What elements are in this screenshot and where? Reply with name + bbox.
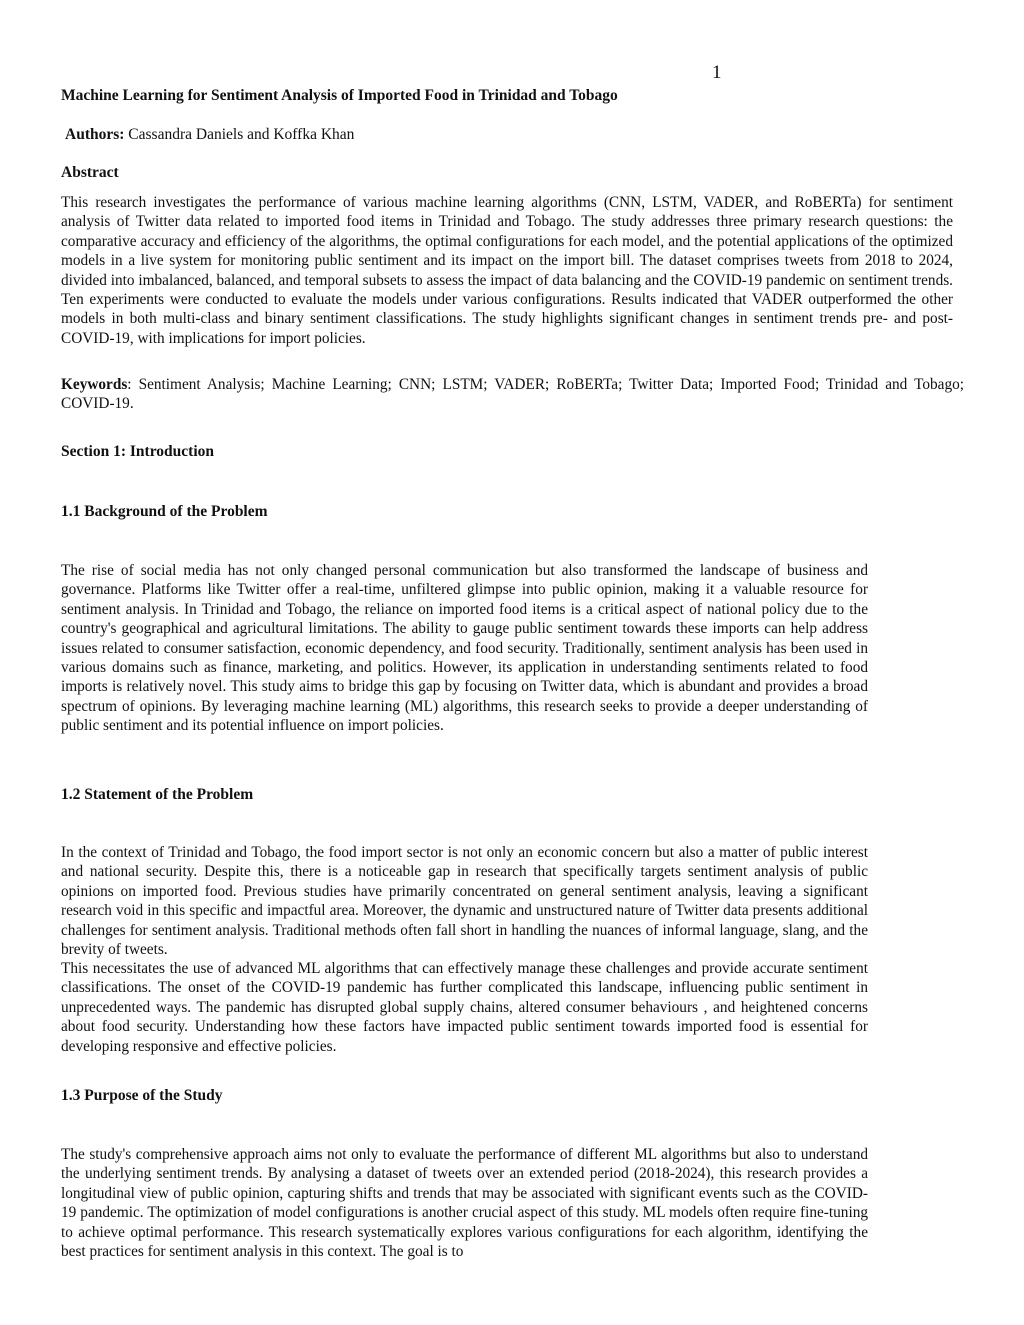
- abstract-heading: Abstract: [61, 164, 119, 181]
- background-paragraph: The rise of social media has not only changed personal communication but also transformed the landscape of business and governance. Platforms like Twitter offer a real-time, unfiltered glimpse into public opinion, making it a valuable resource for sentiment analysis. In Trinidad and Tobago, the reliance on imported food items is a critical aspect of national policy due to the country's geographical and agricultural limitations. The ability to gauge public sentiment towards these imports can help address issues related to consumer satisfaction, economic dependency, and food security. Traditionally, sentiment analysis has been used in various domains such as finance, marketing, and politics. However, its application in understanding sentiments related to food imports is relatively novel. This study aims to bridge this gap by focusing on Twitter data, which is abundant and provides a broad spectrum of opinions. By leveraging machine learning (ML) algorithms, this research seeks to provide a deeper understanding of public sentiment and its potential influence on import policies.: [61, 562, 868, 735]
- section-heading-introduction: Section 1: Introduction: [61, 443, 215, 460]
- statement-paragraph-1: In the context of Trinidad and Tobago, the food import sector is not only an economic concern but also a matter of public interest and national security. Despite this, there is a noticeable gap in research that specifically targets sentiment analysis of public opinions on imported food. Previous studies have primarily concentrated on general sentiment analysis, leaving a significant research void in this specific and impactful area. Moreover, the dynamic and unstructured nature of Twitter data presents additional challenges for sentiment analysis. Traditional methods often fall short in handling the nuances of informal language, slang, and the brevity of tweets.: [61, 844, 868, 959]
- subsection-heading-purpose: 1.3 Purpose of the Study: [61, 1087, 223, 1104]
- paper-title: Machine Learning for Sentiment Analysis of Imported Food in Trinidad and Tobago: [61, 87, 618, 104]
- purpose-paragraph: The study's comprehensive approach aims not only to evaluate the performance of different ML algorithms but also to understand the underlying sentiment trends. By analysing a dataset of tweets over an extended period (2018-2024), this research provides a longitudinal view of public opinion, capturing shifts and trends that may be associated with significant events such as the COVID-19 pandemic. The optimization of model configurations is another crucial aspect of this study. ML models often require fine-tuning to achieve optimal performance. This research systematically explores various configurations for each algorithm, identifying the best practices for sentiment analysis in this context. The goal is to: [61, 1146, 868, 1261]
- page-number: 1: [712, 62, 722, 83]
- authors-line: [65, 126, 354, 144]
- authors-label: Authors:: [65, 126, 125, 143]
- subsection-heading-statement: 1.2 Statement of the Problem: [61, 786, 254, 803]
- statement-paragraph-2: This necessitates the use of advanced ML algorithms that can effectively manage these challenges and provide accurate sentiment classifications. The onset of the COVID-19 pandemic has further complicated this landscape, influencing public sentiment in unprecedented ways. The pandemic has disrupted global supply chains, altered consumer behaviours , and heightened concerns about food security. Understanding how these factors have impacted public sentiment towards imported food is essential for developing responsive and effective policies.: [61, 960, 868, 1055]
- abstract-body: This research investigates the performance of various machine learning algorithms (CNN, LSTM, VADER, and RoBERTa) for sentiment analysis of Twitter data related to imported food items in Trinidad and Tobago. The study addresses three primary research questions: the comparative accuracy and efficiency of the algorithms, the optimal configurations for each model, and the potential applications of the optimized models in a live system for monitoring public sentiment and its impact on the import bill. The dataset comprises tweets from 2018 to 2024, divided into imbalanced, balanced, and temporal subsets to assess the impact of data balancing and the COVID-19 pandemic on sentiment trends. Ten experiments were conducted to evaluate the models under various configurations. Results indicated that VADER outperformed the other models in both multi-class and binary sentiment classifications. The study highlights significant changes in sentiment trends pre- and post-COVID-19, with implications for import policies.: [61, 194, 953, 347]
- keywords: [61, 375, 964, 414]
- keywords-label: Keywords: [61, 376, 128, 393]
- authors-names: Cassandra Daniels and Koffka Khan: [124, 126, 355, 143]
- subsection-heading-background: 1.1 Background of the Problem: [61, 503, 268, 520]
- keywords-text: : Sentiment Analysis; Machine Learning; CNN; LSTM; VADER; RoBERTa; Twitter Data; Imported Food; Trinidad and Tobago; COVID-19.: [61, 376, 964, 413]
